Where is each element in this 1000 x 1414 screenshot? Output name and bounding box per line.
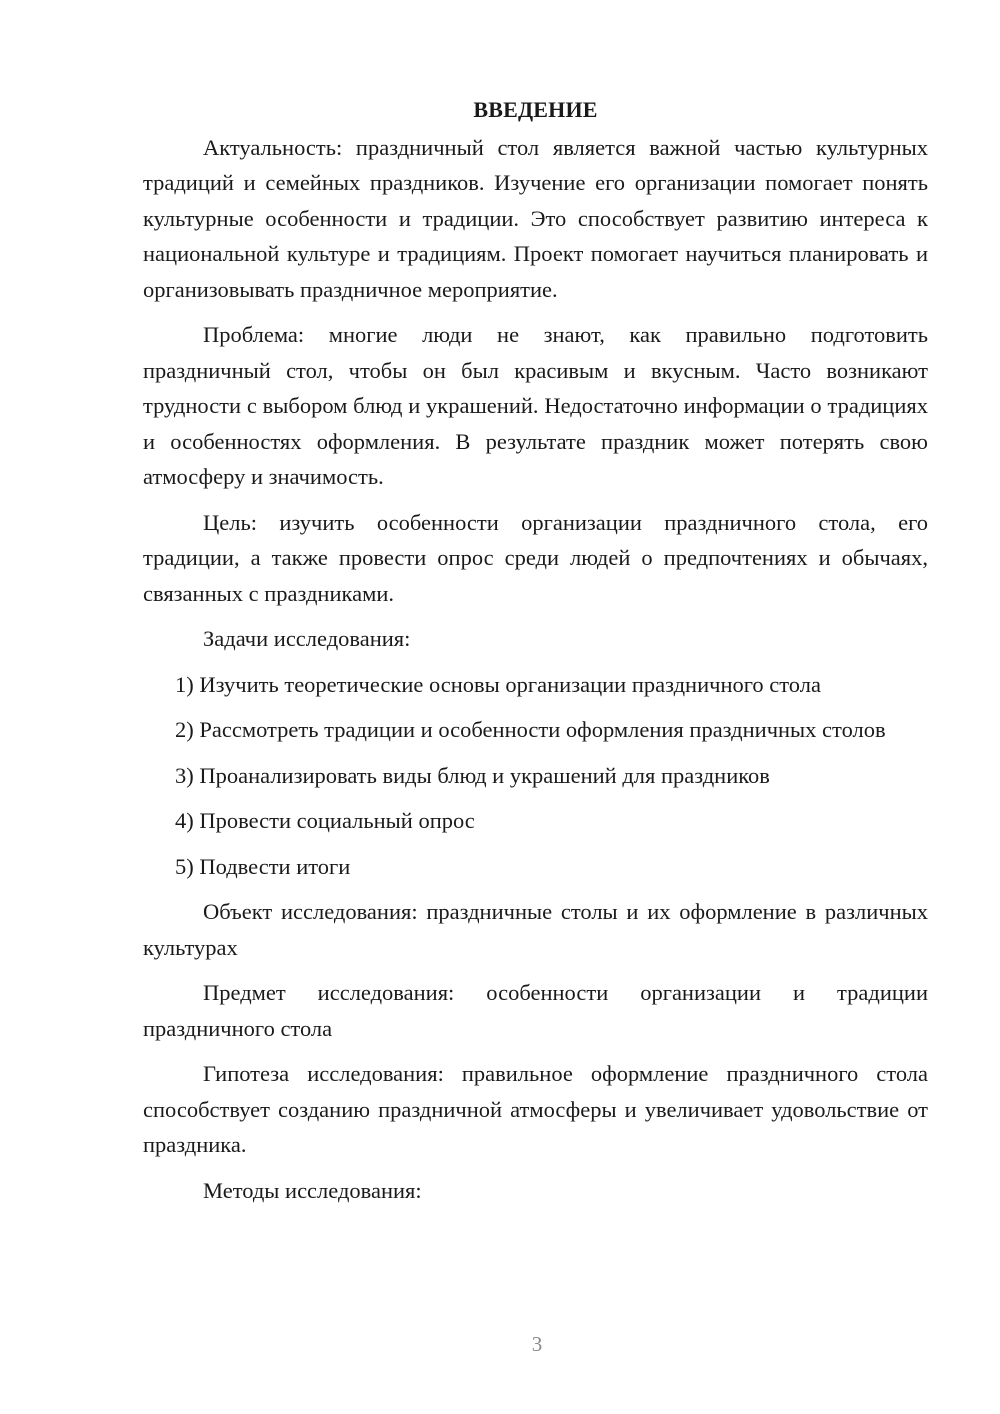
- section-heading: ВВЕДЕНИЕ: [473, 97, 598, 122]
- task-item-1: 1) Изучить теоретические основы организации праздничного стола: [175, 671, 821, 697]
- hypothesis-paragraph: Гипотеза исследования: правильное оформление праздничного стола способствует созданию праздничной атмосферы и увеличивает удовольствие от праздника.: [143, 1061, 928, 1157]
- object-paragraph: Объект исследования: праздничные столы и их оформление в различных культурах: [143, 899, 928, 960]
- goal-paragraph: Цель: изучить особенности организации праздничного стола, его традиции, а также провести опрос среди людей о предпочтениях и обычаях, связанных с праздниками.: [143, 509, 928, 606]
- task-item-2: 2) Рассмотреть традиции и особенности оформления праздничных столов: [175, 717, 886, 742]
- task-item-4: 4) Провести социальный опрос: [175, 808, 475, 833]
- relevance-paragraph: Актуальность: праздничный стол является важной частью культурных традиций и семейных праздников. Изучение его организации помогает понять культурные особенности и традиции. Это способствует развитию интереса к национальной культуре и традициям. Проект помогает научиться планировать и организовывать праздничное мероприятие.: [143, 134, 928, 302]
- subject-paragraph: Предмет исследования: особенности организации и традиции праздничного стола: [143, 980, 928, 1041]
- methods-heading: Методы исследования:: [203, 1177, 422, 1203]
- task-item-3: 3) Проанализировать виды блюд и украшений для праздников: [175, 762, 770, 788]
- problem-paragraph: Проблема: многие люди не знают, как правильно подготовить праздничный стол, чтобы он был красивым и вкусным. Часто возникают трудности с выбором блюд и украшений. Недостаточно информации о традициях и особенностях оформления. В результате праздник может потерять свою атмосферу и значимость.: [143, 322, 928, 489]
- tasks-heading: Задачи исследования:: [203, 626, 411, 651]
- page-number: 3: [531, 1332, 543, 1356]
- task-item-5: 5) Подвести итоги: [175, 853, 351, 879]
- page-content: [143, 92, 928, 1218]
